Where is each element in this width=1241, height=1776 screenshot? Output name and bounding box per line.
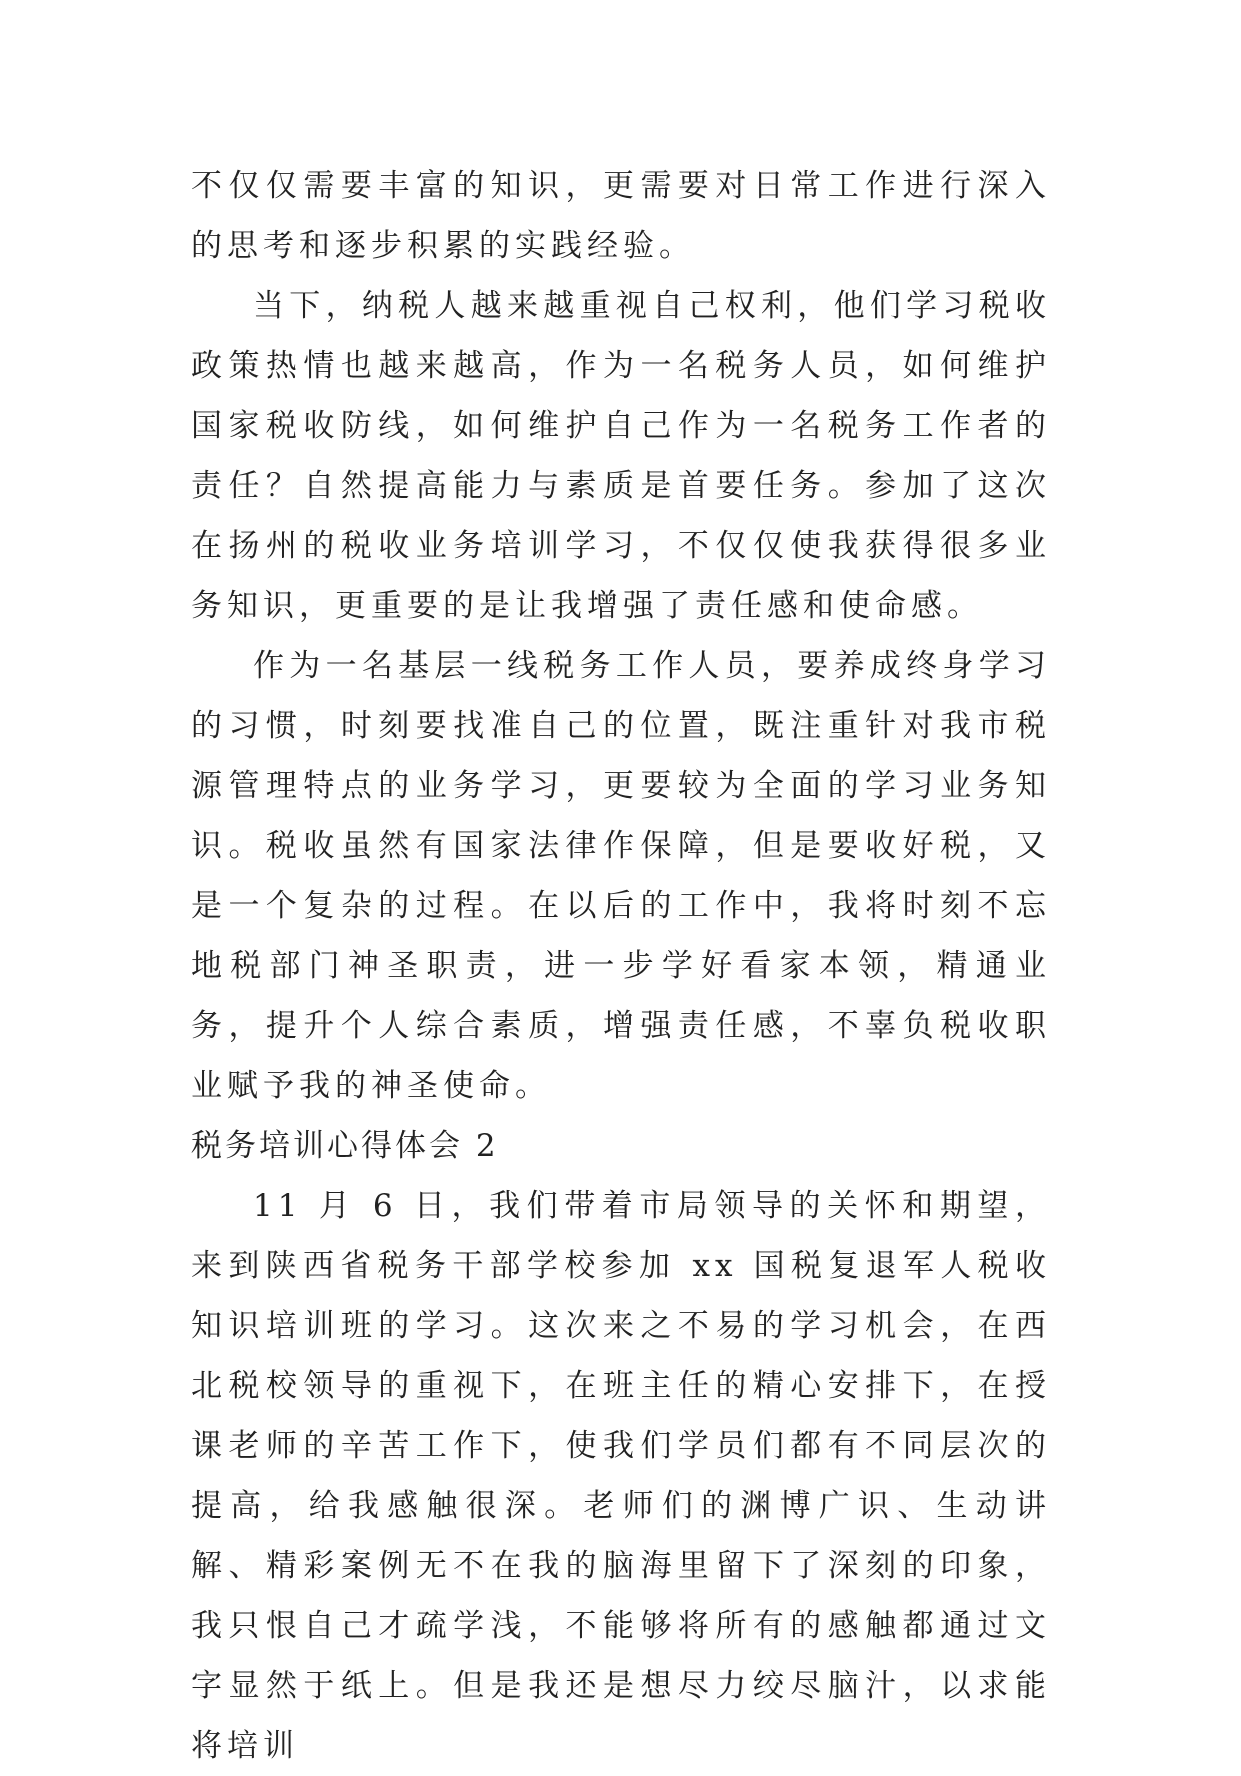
paragraph-1: 不仅仅需要丰富的知识，更需要对日常工作进行深入的思考和逐步积累的实践经验。 (191, 168, 1051, 264)
paragraph-4: 11 月 6 日，我们带着市局领导的关怀和期望，来到陕西省税务干部学校参加 xx 国税复退军人税收知识培训班的学习。这次来之不易的学习机会，在西北税校领导的重视下，在班主任的精心安排下，在授课老师的辛苦工作下，使我们学员们都有不同层次的提高，给我感触很深。老师们的渊博广识、生动讲解、精彩案例无不在我的脑海里留下了深刻的印象，我只恨自己才疏学浅，不能够将所有的感触都通过文字显然于纸上。但是我还是想尽力绞尽脑汁，以求能将培训 (191, 1188, 1051, 1764)
paragraph-2: 当下，纳税人越来越重视自己权利，他们学习税收政策热情也越来越高，作为一名税务人员，如何维护国家税收防线，如何维护自己作为一名税务工作者的责任？自然提高能力与素质是首要任务。参加了这次在扬州的税收业务培训学习，不仅仅使我获得很多业务知识，更重要的是让我增强了责任感和使命感。 (191, 288, 1051, 624)
paragraph-3: 作为一名基层一线税务工作人员，要养成终身学习的习惯，时刻要找准自己的位置，既注重针对我市税源管理特点的业务学习，更要较为全面的学习业务知识。税收虽然有国家法律作保障，但是要收好税，又是一个复杂的过程。在以后的工作中，我将时刻不忘地税部门神圣职责，进一步学好看家本领，精通业务，提升个人综合素质，增强责任感，不辜负税收职业赋予我的神圣使命。 (191, 648, 1051, 1104)
section-title: 税务培训心得体会 2 (191, 1128, 499, 1164)
document-body (191, 156, 1051, 1776)
